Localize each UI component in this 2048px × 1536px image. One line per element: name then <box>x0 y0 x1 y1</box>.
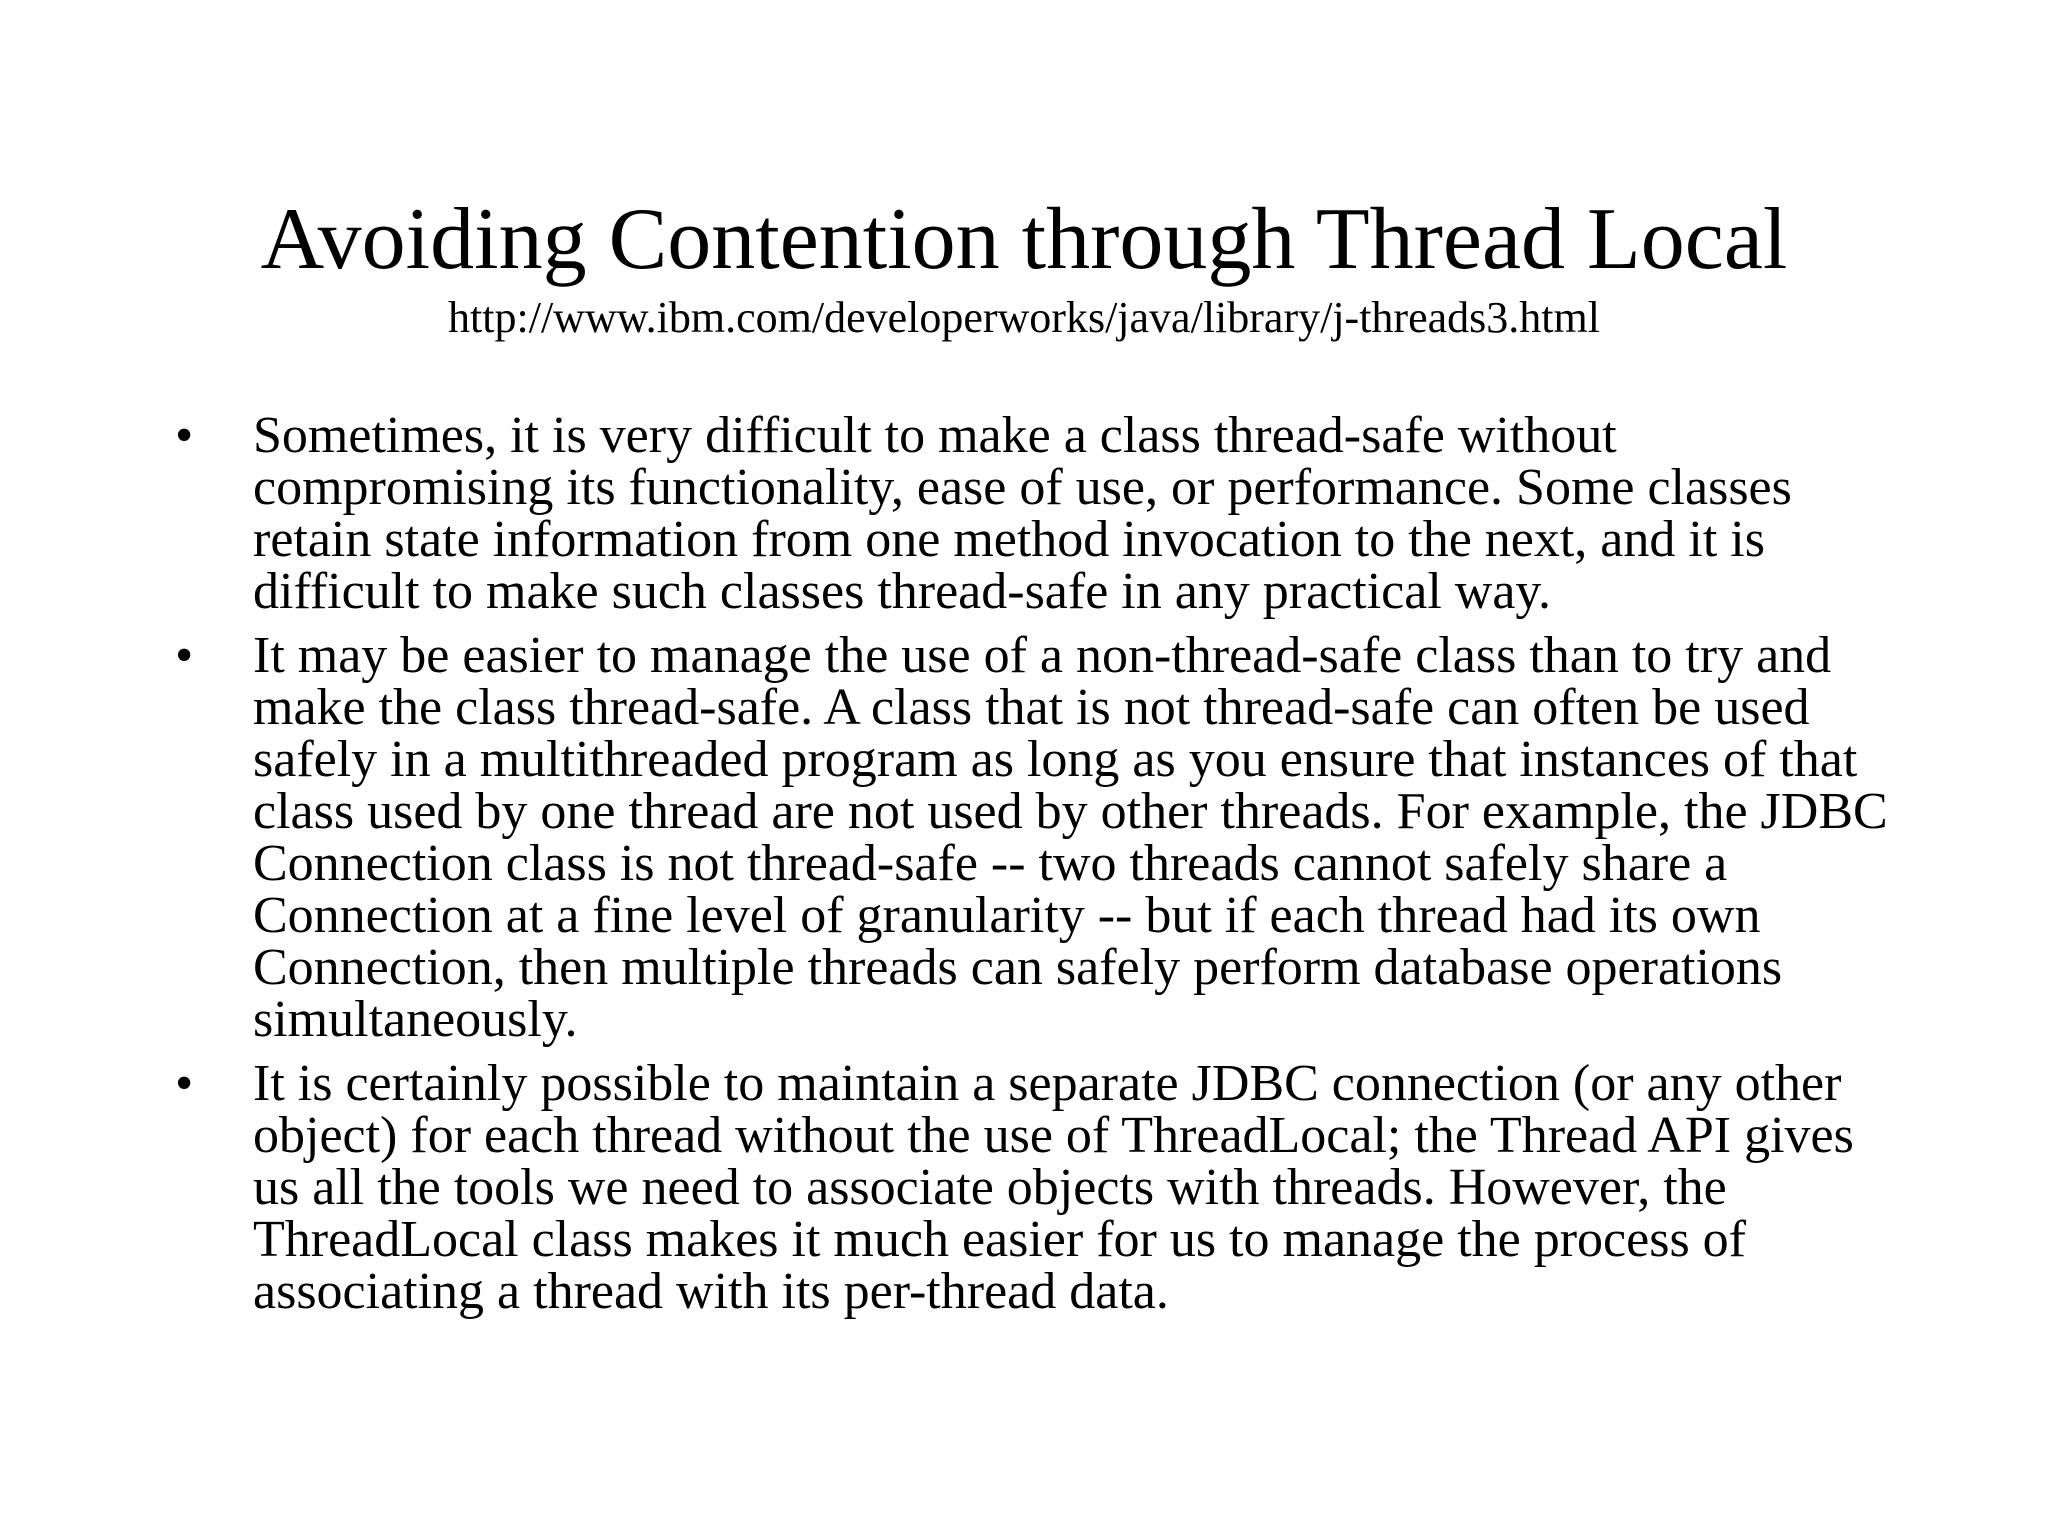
bullet-list <box>0 407 2048 1330</box>
bullet-item <box>0 407 2048 620</box>
bullet-marker: • <box>175 1055 194 1112</box>
bullet-text: Sometimes, it is very difficult to make a class thread-safe without compromising its functionality, ease of use, or performance. Some classes retain state information from one method invocation to the next, and it is difficult to make such classes thread-safe in any practical way. <box>253 407 1792 620</box>
bullet-item <box>0 1055 2048 1320</box>
bullet-marker: • <box>175 407 194 464</box>
bullet-item <box>0 627 2048 1048</box>
bullet-marker: • <box>175 627 194 684</box>
bullet-text: It is certainly possible to maintain a separate JDBC connection (or any other object) for each thread without the use of ThreadLocal; the Thread API gives us all the tools we need to associate objects with threads. However, the ThreadLocal class makes it much easier for us to manage the process of associating a thread with its per-thread data. <box>253 1055 1854 1320</box>
bullet-text: It may be easier to manage the use of a non-thread-safe class than to try and make the class thread-safe. A class that is not thread-safe can often be used safely in a multithreaded program as long as you ensure that instances of that class used by one thread are not used by other threads. For example, the JDBC Connection class is not thread-safe -- two threads cannot safely share a Connection at a fine level of granularity -- but if each thread had its own Connection, then multiple threads can safely perform database operations simultaneously. <box>253 627 1888 1048</box>
slide-title: Avoiding Contention through Thread Local <box>260 191 1788 288</box>
source-url: http://www.ibm.com/developerworks/java/library/j-threads3.html <box>448 293 1600 342</box>
